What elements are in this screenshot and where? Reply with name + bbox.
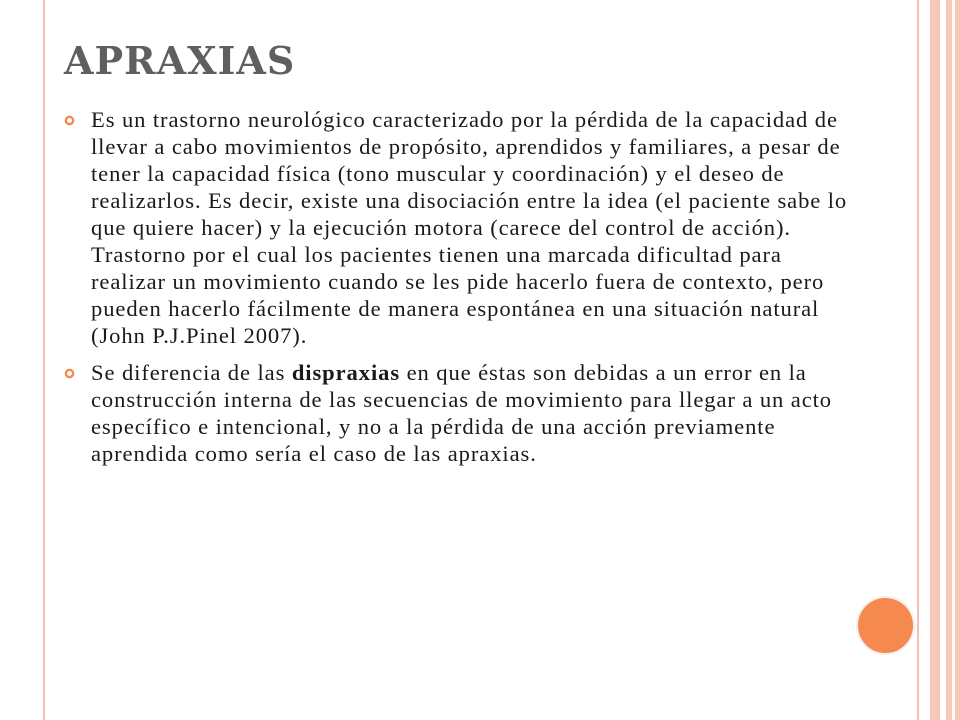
- decorative-stripe: [955, 0, 960, 720]
- accent-circle: [856, 596, 915, 655]
- ring-bullet-icon: [64, 368, 75, 379]
- bullet-list: [60, 106, 850, 477]
- bullet-bold-term: dispraxias: [291, 360, 401, 385]
- bullet-item: [60, 106, 850, 349]
- bullet-text-before: Se diferencia de las: [91, 360, 292, 385]
- decorative-stripe: [946, 0, 952, 720]
- bullet-item: [60, 359, 850, 467]
- ring-bullet-icon: [64, 115, 75, 126]
- decorative-stripe: [930, 0, 940, 720]
- bullet-text-after: en que éstas son debidas a un error en la construcción interna de las secuencias de movimiento para llegar a un acto específico e intencional, y no a la pérdida de una acción previamente aprendida como sería el caso de las apraxias.: [91, 360, 833, 466]
- slide-title: APRAXIAS: [64, 38, 296, 83]
- bullet-text: Es un trastorno neurológico caracterizado por la pérdida de la capacidad de llevar a cabo movimientos de propósito, aprendidos y familiares, a pesar de tener la capacidad física (tono muscular y coordinación) y el deseo de realizarlos. Es decir, existe una disociación entre la idea (el paciente sabe lo que quiere hacer) y la ejecución motora (carece del control de acción). Trastorno por el cual los pacientes tienen una marcada dificultad para realizar un movimiento cuando se les pide hacerlo fuera de contexto, pero pueden hacerlo fácilmente de manera espontánea en una situación natural (John P.J.Pinel 2007).: [91, 107, 848, 348]
